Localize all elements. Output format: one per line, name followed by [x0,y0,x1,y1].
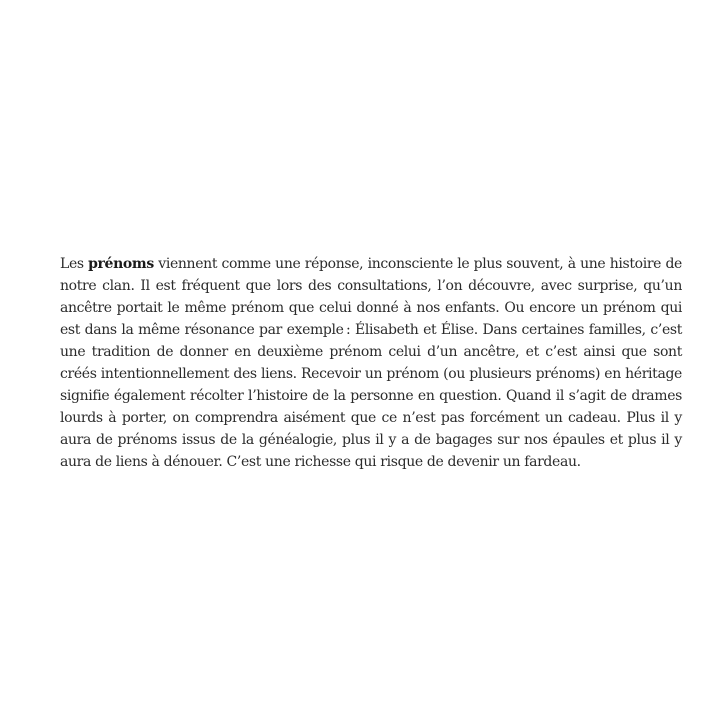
paragraph-body-text: viennent comme une réponse, inconsciente le plus souvent, à une histoire de notre clan. Il est fréquent que lors des consultations, l’on découvre, avec surprise, qu’un ancêtre portait le même prénom que celui donné à nos enfants. Ou encore un prénom qui est dans la même résonance par exemple : Élisabeth et Élise. Dans certaines familles, c’est une tradition de donner en deuxième prénom celui d’un ancêtre, et c’est ainsi que sont créés intentionnellement des liens. Recevoir un prénom (ou plusieurs prénoms) en héritage signifie également récolter l’histoire de la personne en question. Quand il s’agit de drames lourds à porter, on comprendra aisément que ce n’est pas forcément un cadeau. Plus il y aura de prénoms issus de la généalogie, plus il y a de bagages sur nos épaules et plus il y aura de liens à dénouer. C’est une richesse qui risque de devenir un fardeau. [60,256,682,470]
paragraph-lead-text: Les [60,256,89,272]
emphasized-word: prénoms [88,256,154,272]
body-paragraph [60,253,682,473]
